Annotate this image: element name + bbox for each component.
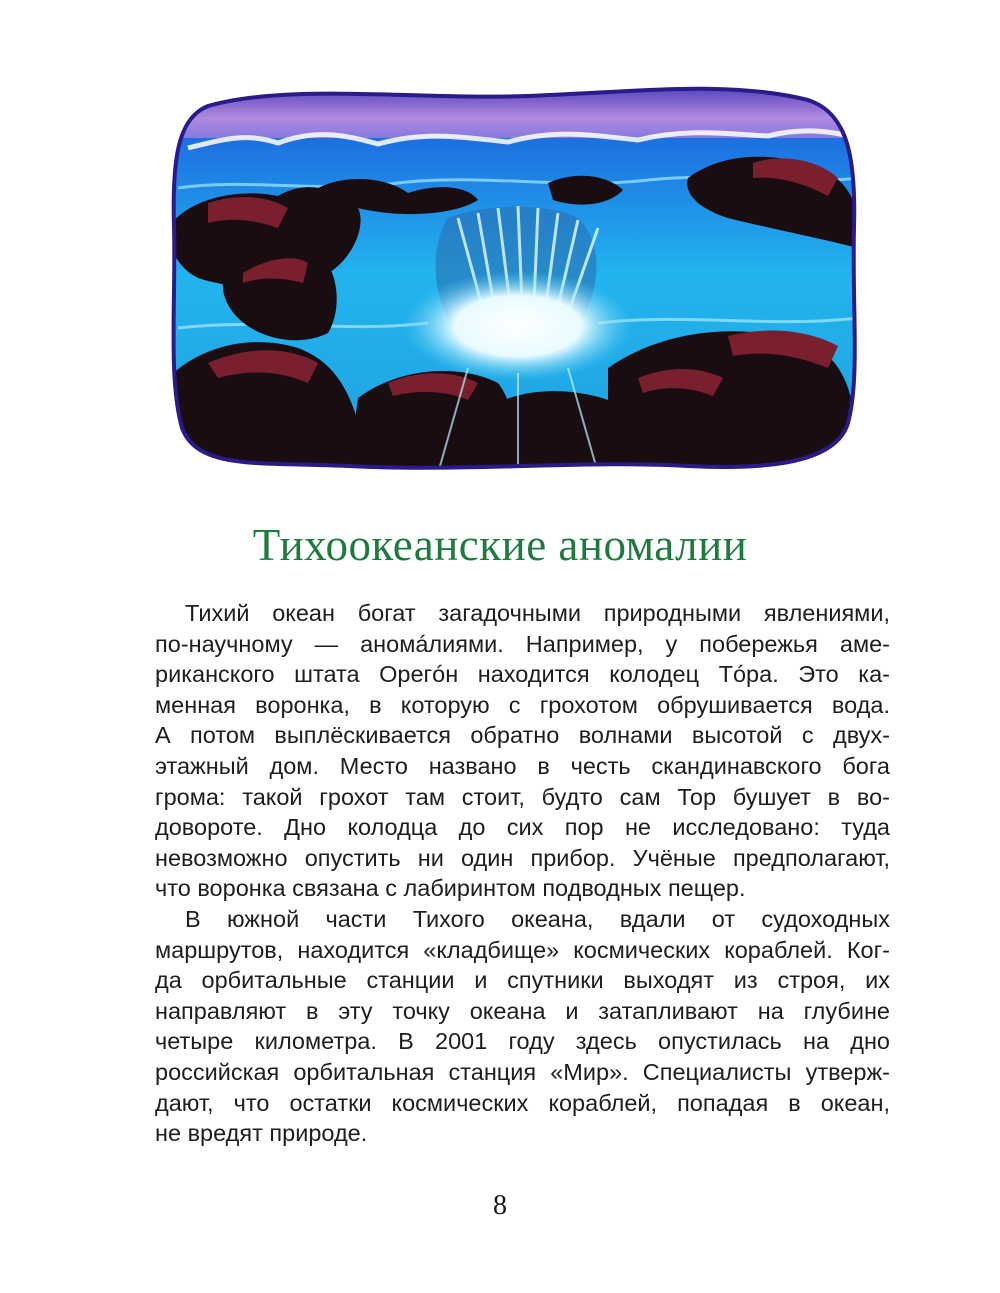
text-line: маршрутов, находится «кладбище» космических кораблей. Ког- bbox=[155, 936, 890, 963]
text-line: да орбитальные станции и спутники выходят из строя, их bbox=[155, 967, 890, 994]
text-line: А потом выплёскивается обратно волнами высотой с двух- bbox=[155, 722, 890, 749]
paragraph-thors-well bbox=[155, 598, 890, 904]
text-line: что воронка связана с лабиринтом подводных пещер. bbox=[155, 875, 746, 902]
text-line: Тихий океан богат загадочными природными явлениями, bbox=[185, 600, 890, 626]
text-line: довороте. Дно колодца до сих пор не исследовано: туда bbox=[155, 814, 890, 841]
text-line: дают, что остатки космических кораблей, попадая в океан, bbox=[155, 1089, 890, 1116]
text-line: российская орбитальная станция «Мир». Специалисты утверж- bbox=[155, 1058, 890, 1085]
page-number: 8 bbox=[493, 1190, 507, 1221]
text-line: грома: такой грохот там стоит, будто сам Тор бушует в во- bbox=[155, 783, 890, 810]
text-line: четыре километра. В 2001 году здесь опустилась на дно bbox=[155, 1028, 890, 1055]
text-line: по-научному — аномáлиями. Например, у побережья аме- bbox=[155, 630, 890, 657]
paragraph-spacecraft-cemetery bbox=[155, 904, 890, 1149]
text-line: направляют в эту точку океана и затапливают на глубине bbox=[155, 997, 890, 1024]
text-line: невозможно опустить ни один прибор. Учёные предполагают, bbox=[155, 844, 890, 871]
text-line: этажный дом. Место названо в честь скандинавского бога bbox=[155, 752, 890, 779]
thors-well-illustration bbox=[168, 78, 858, 473]
text-line: риканского штата Орегóн находится колодец Тóра. Это ка- bbox=[155, 661, 890, 688]
text-line: не вредят природе. bbox=[155, 1120, 368, 1147]
article-body bbox=[155, 598, 890, 1149]
page-title: Тихоокеанские аномалии bbox=[252, 520, 748, 570]
text-line: В южной части Тихого океана, вдали от судоходных bbox=[185, 905, 890, 932]
text-line: менная воронка, в которую с грохотом обрушивается вода. bbox=[155, 691, 890, 718]
